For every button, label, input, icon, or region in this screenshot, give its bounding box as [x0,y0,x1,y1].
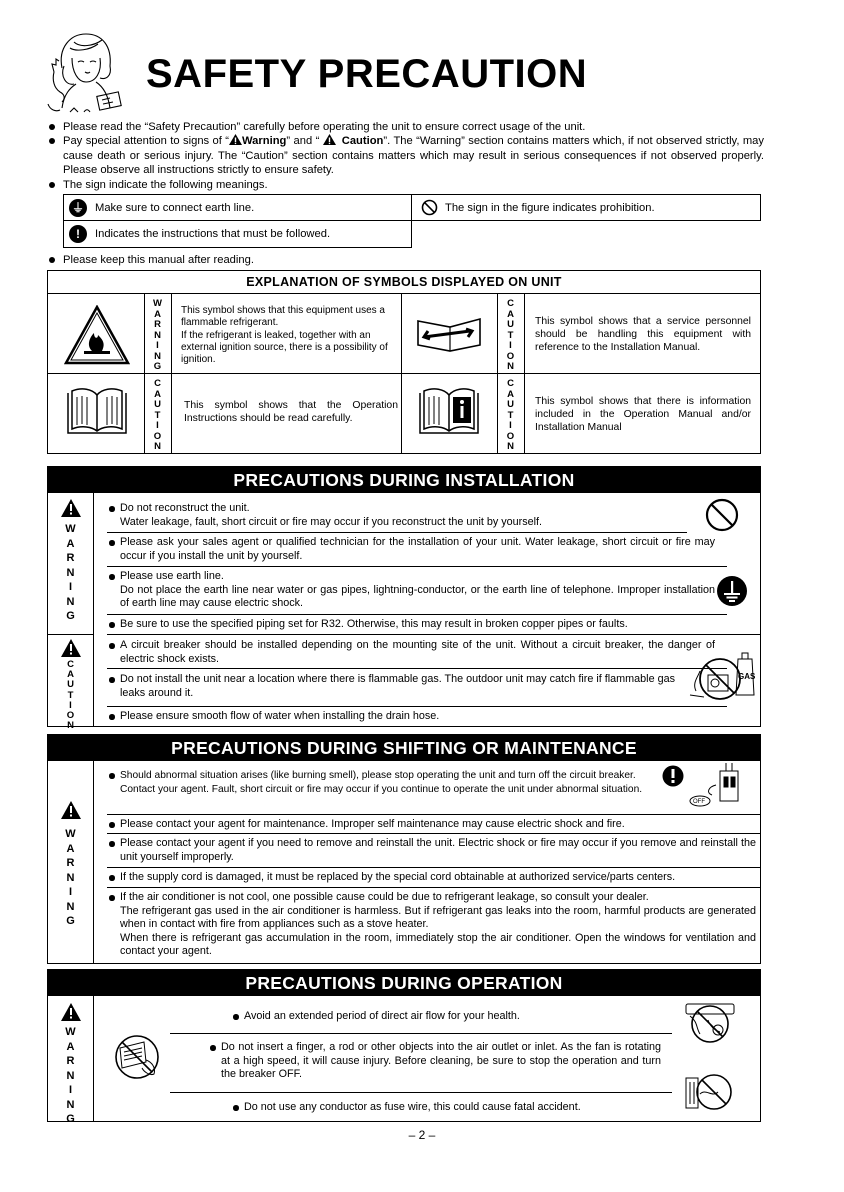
earth-icon: ⏚ [69,199,87,217]
warning-triangle-icon [61,1003,81,1021]
flammable-gas-prohibition-icon [688,647,760,707]
off-label: OFF [693,799,705,805]
exclamation-icon [662,765,684,787]
divider [107,706,727,707]
divider [524,293,525,453]
sign-follow-text: Indicates the instructions that must be followed. [95,228,331,240]
caution-triangle-icon [323,134,336,145]
intro-bullet-read: Please read the “Safety Precaution” carefully before operating the unit to ensure correct usage of the unit. [48,120,764,134]
flammable-warning-icon [64,305,130,367]
sign-earth-text: Make sure to connect earth line. [95,201,255,214]
operation-banner: PRECAUTIONS DURING OPERATION [48,970,760,996]
operation-item-fuse-wire: Do not use any conductor as fuse wire, this could cause fatal accident. [231,1101,664,1115]
symbol-explanation-table [47,270,761,454]
prohibition-icon [704,497,740,533]
divider [107,532,687,533]
mascot-illustration [40,28,126,118]
sign-follow [63,220,412,248]
divider [107,814,760,815]
breaker-off-icon [686,763,742,809]
finger-insert-prohibition-icon [110,1032,164,1082]
divider [170,1033,672,1034]
install-item-earth: Please use earth line. Do not place the earth line near water or gas pipes, lightning-conductor, or the earth line of telephone. Improper installation of earth line may cause electric shock. [107,570,715,611]
caution-item-drain: Please ensure smooth flow of water when installing the drain hose. [107,710,700,724]
warning-triangle-icon [61,499,81,517]
warning-vertical-label: W A R N I N G [65,828,76,927]
install-item-r32: Be sure to use the specified piping set for R32. Otherwise, this may result in broken copper pipes or faults. [107,618,740,632]
operation-description: This symbol shows that the Operation Instructions should be read carefully. [184,400,398,424]
intro-bullet-signs [48,134,764,177]
operation-item-insert-finger: Do not insert a finger, a rod or other objects into the air outlet or inlet. As the fan is rotating at a high speed, it will cause injury. Before cleaning, be sure to stop the operation and turn the breaker OFF. [208,1041,661,1082]
intro-bullet-meanings: The sign indicate the following meanings. [48,178,764,192]
divider [107,887,760,888]
install-item-reconstruct: Do not reconstruct the unit. Water leakage, fault, short circuit or fire may occur if you reconstruct the unit by yourself. [107,502,700,529]
divider [107,833,760,834]
shift-item-abnormal: Should abnormal situation arises (like burning smell), please stop operating the unit and turn off the circuit breaker. Contact your agent. Fault, short circuit or fire may occur if you continue to operate the unit under abnormal situation. [107,769,660,796]
sign-prohibition-text: The sign in the figure indicates prohibition. [445,201,655,214]
divider [107,566,727,567]
divider [48,373,760,374]
page-title: SAFETY PRECAUTION [146,52,588,96]
warning-vertical-label: W A R N I N G [153,298,162,372]
warning-triangle-icon [61,801,81,819]
sign-prohibition [411,194,761,221]
gas-label: GAS [738,672,756,681]
warning-word: Warning [242,135,287,148]
operation-item-air-flow: Avoid an extended period of direct air flow for your health. [231,1010,644,1024]
divider [93,761,94,963]
sign-earth [63,194,412,221]
divider [401,293,402,453]
divider [170,1092,672,1093]
service-manual-icon [414,313,484,353]
divider [107,867,760,868]
divider [93,493,94,726]
divider [93,996,94,1121]
earth-icon [716,575,748,607]
shift-item-maintenance: Please contact your agent for maintenance. Improper self maintenance may cause electric shock and fire. [107,818,760,832]
intro-text: ” and “ [286,135,320,148]
caution-vertical-label: C A U T I O N [506,378,515,452]
air-flow-prohibition-icon [680,1000,740,1046]
caution-vertical-label: C A U T I O N [153,378,162,452]
installation-section [47,466,761,732]
caution-item-flammable-gas: Do not install the unit near a location where there is flammable gas. The outdoor unit may catch fire if flammable gas leaks around it. [107,673,675,700]
shifting-banner: PRECAUTIONS DURING SHIFTING OR MAINTENANCE [48,735,760,761]
operation-section [47,969,761,1125]
warning-vertical-label: W A R N I N G [65,523,76,622]
page-number: – 2 – [408,1128,436,1142]
caution-triangle-icon [61,639,81,657]
divider [107,634,760,635]
prohibition-icon [421,199,438,216]
caution-item-breaker: A circuit breaker should be installed depending on the mounting site of the unit. Without a circuit breaker, the danger of electric shock exists. [107,639,715,666]
shift-item-reinstall: Please contact your agent if you need to remove and reinstall the unit. Electric shock or fire may occur if you remove and reinstall the unit yourself improperly. [107,837,756,864]
warning-vertical-label: W A R N I N G [65,1026,76,1125]
shifting-section [47,734,761,964]
operation-manual-icon [66,387,128,437]
service-description: This symbol shows that a service personnel should be handling this equipment with reference to the Installation Manual. [535,316,751,353]
information-manual-icon [418,387,480,437]
keep-manual-note [48,253,764,267]
divider [107,668,727,669]
exclamation-icon: ! [69,225,87,243]
intro-text: ”. The “Warning” section contains matters which, if not observed strictly, may cause death or serious injury. The “Caution” section contains matters which may result in serious consequences if not observed properly. Please observe all instructions strictly to ensure safety. [63,135,764,177]
keep-manual-text: Please keep this manual after reading. [48,253,764,267]
divider [48,634,93,635]
divider [107,614,727,615]
shift-item-supply-cord: If the supply cord is damaged, it must be replaced by the special cord obtainable at authorized service/parts centers. [107,871,760,885]
information-description: This symbol shows that there is information included in the Operation Manual and/or Installation Manual [535,396,751,433]
symbol-explanation-heading: EXPLANATION OF SYMBOLS DISPLAYED ON UNIT [48,271,760,294]
fuse-wire-prohibition-icon [682,1068,738,1118]
warning-triangle-icon [229,134,242,145]
intro-text: Pay special attention to signs of “ [63,135,230,148]
installation-banner: PRECAUTIONS DURING INSTALLATION [48,467,760,493]
divider [171,293,172,453]
caution-vertical-label: C A U T I O N [66,659,75,732]
caution-vertical-label: C A U T I O N [506,298,515,372]
intro-list [48,120,764,192]
shift-item-refrigerant-leak: If the air conditioner is not cool, one possible cause could be due to refrigerant leakage, so consult your dealer. The refrigerant gas used in the air conditioner is harmless. But if refrigerant gas leaks into the room, harmful products are generated when in contact with fire from appliances such as a stove heater. When there is refrigerant gas accumulation in the room, immediately stop the air conditioner. Open the windows for ventilation and contact your agent. [107,891,756,959]
caution-word: Caution [341,135,384,148]
flammable-description: This symbol shows that this equipment uses a flammable refrigerant. If the refrigerant is leaked, together with an external ignition source, there is a possibility of ignition. [181,305,388,366]
install-item-agent: Please ask your sales agent or qualified technician for the installation of your unit. Water leakage, short circuit or fire may occur if you install the unit by yourself. [107,536,715,563]
